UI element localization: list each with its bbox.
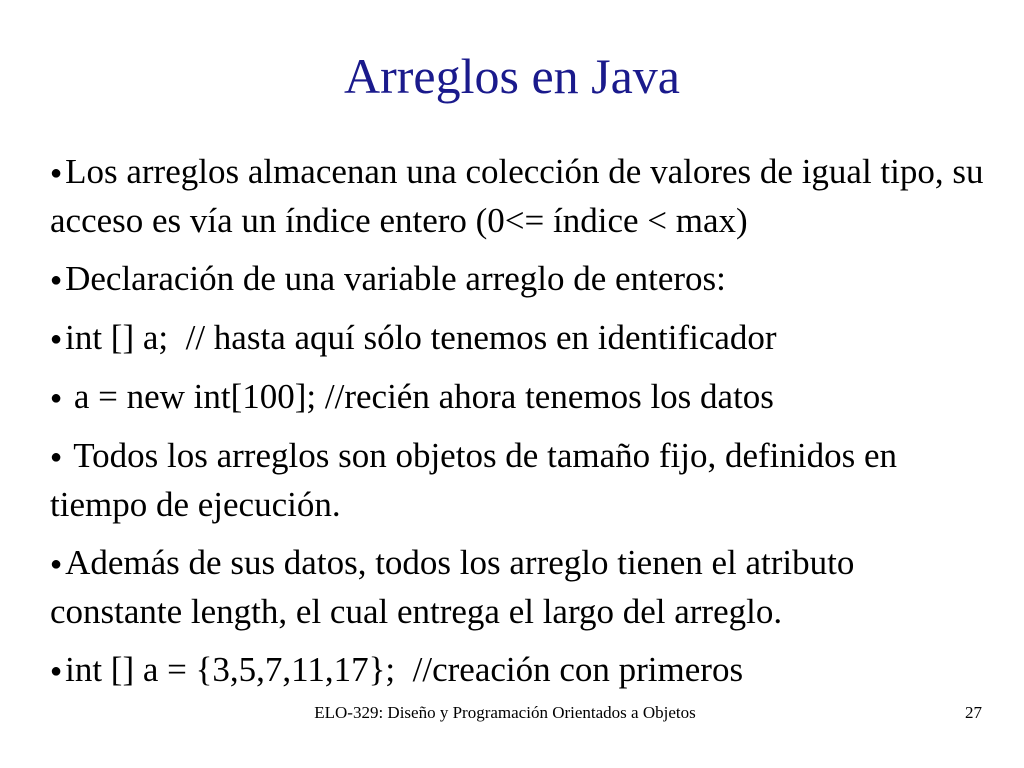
bullet-text: Los arreglos almacenan una colección de valores de igual tipo, su acceso es vía un índice entero (0<= índice < max): [50, 152, 993, 240]
bullet-item: [50, 539, 990, 636]
bullet-item: [50, 373, 990, 422]
bullet-item: [50, 148, 993, 245]
bullet-item: [50, 646, 990, 695]
bullet-text: Declaración de una variable arreglo de enteros:: [65, 259, 726, 298]
bullet-text: int [] a = {3,5,7,11,17}; //creación con primeros: [65, 650, 744, 689]
slide-title: Arreglos en Java: [344, 48, 680, 104]
bullet-text: Además de sus datos, todos los arreglo tienen el atributo constante length, el cual entrega el largo del arreglo.: [50, 543, 864, 631]
bullet-marker: ●: [50, 269, 63, 291]
bullet-marker: ●: [50, 446, 63, 468]
footer-course-title: ELO-329: Diseño y Programación Orientados a Objetos: [255, 702, 755, 724]
bullet-marker: ●: [50, 328, 63, 350]
bullet-marker: ●: [50, 387, 63, 409]
bullet-list: [50, 148, 993, 705]
bullet-text: int [] a; // hasta aquí sólo tenemos en identificador: [65, 318, 777, 357]
bullet-marker: ●: [50, 553, 63, 575]
bullet-item: [50, 432, 990, 529]
bullet-marker: ●: [50, 660, 63, 682]
bullet-text: Todos los arreglos son objetos de tamaño fijo, definidos en tiempo de ejecución.: [50, 436, 906, 524]
bullet-item: [50, 314, 990, 363]
bullet-item: [50, 255, 990, 304]
bullet-marker: ●: [50, 162, 63, 184]
bullet-text: a = new int[100]; //recién ahora tenemos los datos: [65, 377, 774, 416]
page-number: 27: [965, 703, 982, 722]
